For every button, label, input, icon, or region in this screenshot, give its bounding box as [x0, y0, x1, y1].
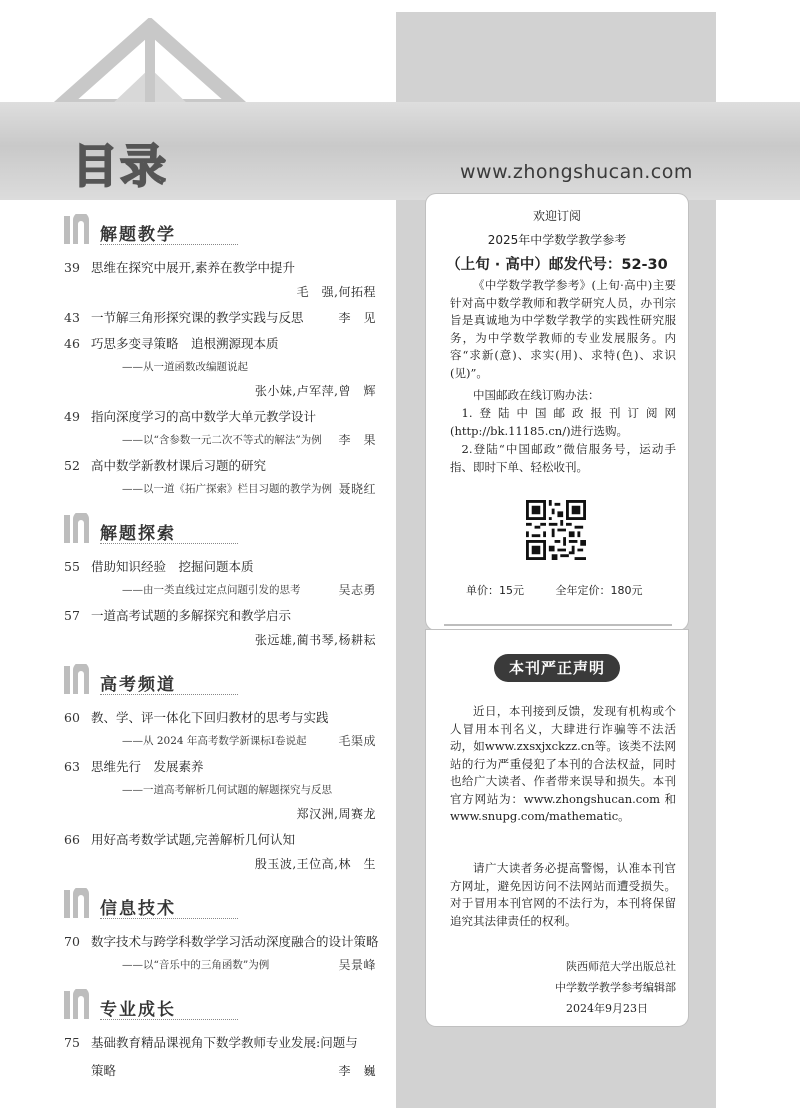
- section-rule: [100, 543, 238, 544]
- entry-authors: 李 果: [338, 433, 376, 447]
- section-marker-icon: [62, 513, 96, 545]
- entry-page: 60: [64, 710, 80, 725]
- entry-title: 借助知识经验 挖掘问题本质: [91, 559, 254, 574]
- entry-title: 基础教育精品课视角下数学教师专业发展:问题与: [91, 1035, 358, 1050]
- toc-entry[interactable]: [58, 608, 376, 648]
- entry-title: 巧思多变寻策略 追根溯源现本质: [91, 336, 279, 351]
- toc-entry[interactable]: [58, 759, 376, 822]
- entry-page: 39: [64, 260, 80, 275]
- entry-page: 55: [64, 559, 80, 574]
- entry-subtitle: ——一道高考解析几何试题的解题探究与反思: [122, 784, 332, 796]
- entry-page: 49: [64, 409, 80, 424]
- postal-code: （上旬 · 高中）邮发代号：52-30: [446, 257, 668, 273]
- toc-entry[interactable]: [58, 336, 376, 399]
- price-row: [466, 582, 671, 598]
- editorial-office: 中学数学教学参考编辑部: [555, 981, 676, 994]
- publisher-name: 陕西师范大学出版总社: [566, 960, 676, 973]
- subscribe-method-2: 2.登陆“中国邮政”微信服务号，运动手指、即时下单、轻松收刊。: [450, 442, 676, 474]
- section-header: [58, 985, 376, 1025]
- entry-title: 用好高考数学试题,完善解析几何认知: [91, 832, 295, 847]
- entry-subtitle: ——从一道函数改编题说起: [122, 361, 248, 373]
- entry-subtitle: ——从 2024 年高考数学新课标Ⅰ卷说起: [122, 735, 307, 747]
- toc-entry[interactable]: [58, 710, 376, 749]
- toc-entry[interactable]: [58, 409, 376, 448]
- section-rule: [100, 1019, 238, 1020]
- qr-code-icon: [526, 500, 586, 560]
- entry-subtitle: ——由一类直线过定点问题引发的思考: [122, 584, 301, 596]
- notice-paragraph-2: 请广大读者务必提高警惕，认准本刊官方网址，避免因访问不法网站而遭受损失。对于冒用本刊官网的不法行为，本刊将保留追究其法律责任的权利。: [450, 861, 676, 928]
- entry-subtitle: ——以“音乐中的三角函数”为例: [122, 959, 270, 971]
- entry-title: 数字技术与跨学科数学学习活动深度融合的设计策略: [91, 934, 379, 949]
- entry-authors: 毛 强,何拓程: [296, 285, 376, 299]
- toc-entry[interactable]: [58, 310, 376, 326]
- subscribe-intro: 《中学数学教学参考》(上旬·高中)主要针对高中数学教师和教学研究人员，办刊宗旨是真诚地为中学数学教学的实践性研究服务，为中学数学教师的专业发展服务。内容“求新(意)、求实(用)、求特(色)、求识(见)”。: [450, 278, 676, 380]
- toc-entry[interactable]: [58, 832, 376, 872]
- subscribe-year-title: 2025年中学数学教学参考: [487, 233, 627, 247]
- entry-page: 46: [64, 336, 80, 351]
- section-header: [58, 660, 376, 700]
- subscribe-welcome: 欢迎订阅: [532, 209, 581, 223]
- entry-title-cont: 策略: [91, 1063, 117, 1078]
- table-of-contents: [58, 210, 379, 1079]
- divider: [444, 624, 672, 626]
- entry-page: 75: [64, 1035, 80, 1050]
- section-title: 解题探索: [100, 524, 176, 544]
- entry-page: 63: [64, 759, 80, 774]
- notice-date: 2024年9月23日: [566, 1002, 648, 1015]
- notice-badge: 本刊严正声明: [494, 654, 620, 682]
- section-marker-icon: [62, 664, 96, 696]
- price-year: 全年定价：180元: [555, 584, 643, 597]
- entry-authors: 郑汉洲,周赛龙: [296, 807, 376, 821]
- section-marker-icon: [62, 989, 96, 1021]
- entry-title: 指向深度学习的高中数学大单元教学设计: [91, 409, 317, 424]
- entry-page: 57: [64, 608, 80, 623]
- entry-authors: 张小妹,卢军萍,曾 辉: [254, 384, 376, 398]
- entry-authors: 殷玉波,王位高,林 生: [254, 857, 376, 871]
- entry-page: 52: [64, 458, 80, 473]
- section-header: [58, 884, 376, 924]
- toc-entry[interactable]: [58, 1035, 376, 1079]
- entry-authors: 毛渠成: [338, 734, 376, 748]
- entry-page: 66: [64, 832, 80, 847]
- entry-title: 一节解三角形探究课的教学实践与反思: [91, 310, 304, 325]
- entry-authors: 张远雄,蔺书琴,杨耕耘: [254, 633, 376, 647]
- subscribe-method-1: 1.登陆中国邮政报刊订阅网(http://bk.11185.cn/)进行选购。: [450, 406, 676, 438]
- entry-subtitle: ——以一道《拓广探索》栏目习题的教学为例: [122, 483, 332, 495]
- entry-authors: 聂晓红: [338, 482, 376, 496]
- section-rule: [100, 244, 238, 245]
- section-rule: [100, 694, 238, 695]
- entry-subtitle: ——以“含参数一元二次不等式的解法”为例: [122, 434, 322, 446]
- section-rule: [100, 918, 238, 919]
- section-title: 高考频道: [100, 675, 176, 695]
- entry-authors: 李 见: [338, 311, 376, 325]
- toc-entry[interactable]: [58, 559, 376, 598]
- section-header: [58, 210, 376, 250]
- entry-title: 一道高考试题的多解探究和教学启示: [91, 608, 292, 623]
- toc-entry[interactable]: [58, 458, 376, 497]
- page-title: 目录: [72, 139, 168, 193]
- subscribe-method-title: 中国邮政在线订购办法：: [473, 388, 600, 402]
- section-marker-icon: [62, 214, 96, 246]
- website-url: www.zhongshucan.com: [460, 161, 693, 183]
- triangle-decoration-icon: [40, 18, 270, 108]
- entry-title: 思维在探究中展开,素养在教学中提升: [91, 260, 295, 275]
- entry-title: 教、学、评一体化下回归教材的思考与实践: [91, 710, 329, 725]
- section-title: 解题教学: [100, 225, 176, 245]
- entry-authors: 吴景峰: [338, 958, 376, 972]
- notice-paragraph-1: 近日，本刊接到反馈，发现有机构或个人冒用本刊名义，大肆进行诈骗等不法活动，如www.zxsxjxckzz.cn等。该类不法网站的行为严重侵犯了本刊的合法权益，同时也给广大读者、作者带来误导和损失。本刊官方网站为：www.zhongshucan.com 和 www.snupg.com/mathematic。: [450, 704, 676, 823]
- entry-page: 43: [64, 310, 80, 325]
- entry-authors: 李 巍: [338, 1064, 376, 1078]
- section-marker-icon: [62, 888, 96, 920]
- toc-entry[interactable]: [58, 934, 379, 973]
- section-title: 专业成长: [100, 1000, 176, 1020]
- toc-entry[interactable]: [58, 260, 376, 300]
- entry-title: 高中数学新教材课后习题的研究: [91, 458, 267, 473]
- price-single: 单价：15元: [466, 584, 524, 597]
- entry-authors: 吴志勇: [338, 583, 376, 597]
- section-header: [58, 509, 376, 549]
- section-title: 信息技术: [100, 899, 176, 919]
- entry-title: 思维先行 发展素养: [91, 759, 204, 774]
- entry-page: 70: [64, 934, 80, 949]
